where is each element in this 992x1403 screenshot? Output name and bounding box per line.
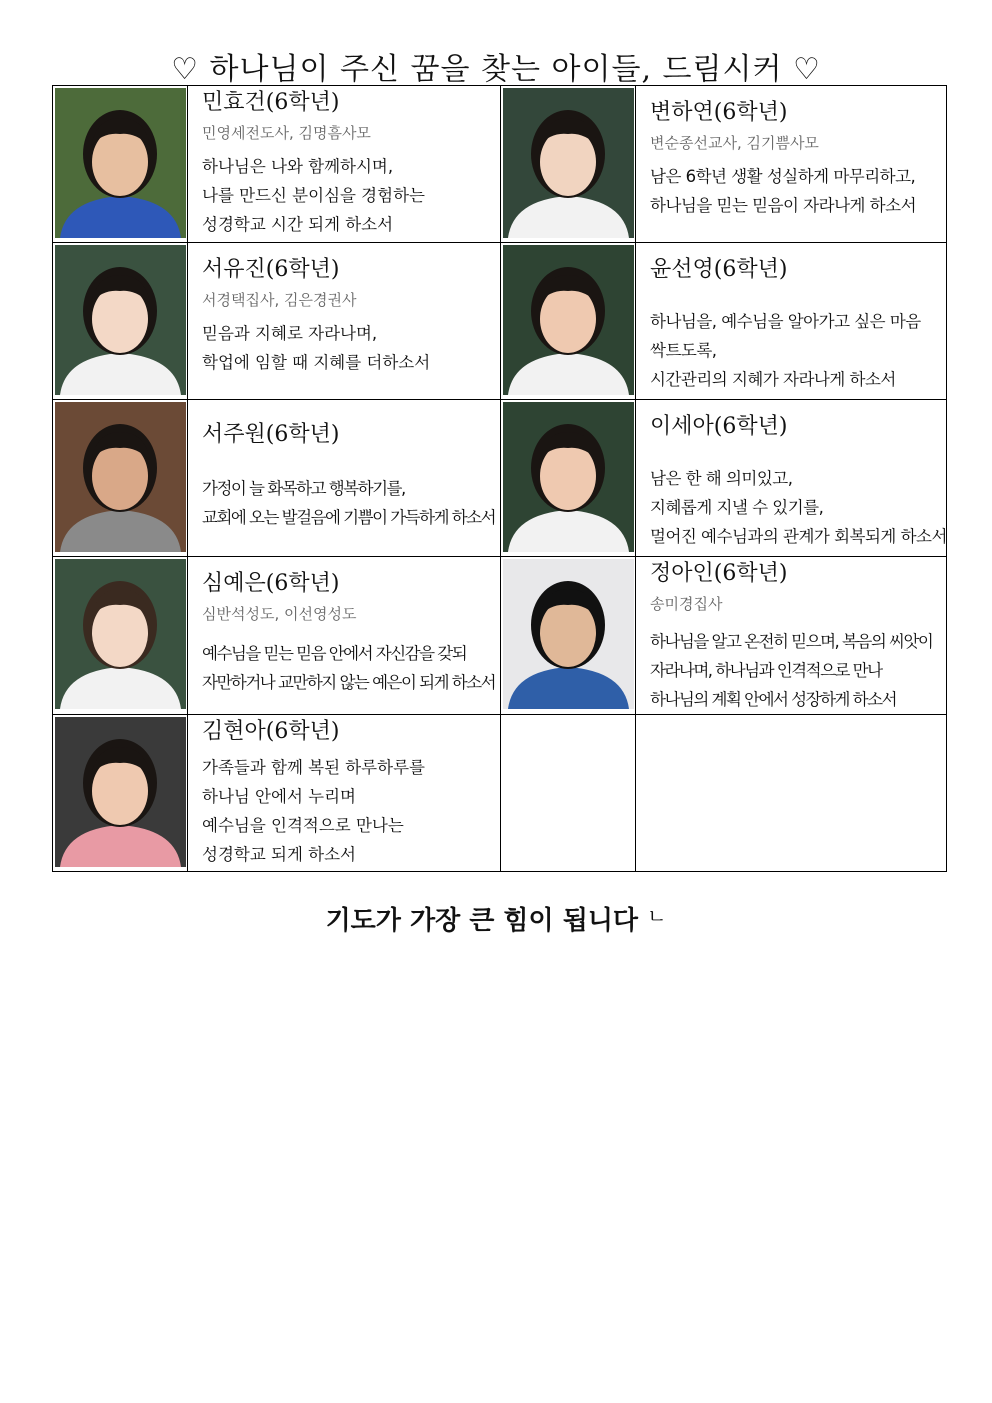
student-info-cell xyxy=(188,86,501,243)
student-info-cell xyxy=(636,243,947,400)
student-name: 변하연(6학년) xyxy=(650,100,788,125)
prayer-line: 하나님을 알고 온전히 믿으며, 복음의 씨앗이 xyxy=(650,632,933,651)
prayer-line: 시간관리의 지혜가 자라나게 하소서 xyxy=(650,370,896,389)
prayer-line: 남은 6학년 생활 성실하게 마무리하고, xyxy=(650,167,916,186)
student-photo-cell xyxy=(501,400,636,557)
empty-cell xyxy=(501,715,636,872)
portrait-graphic xyxy=(55,245,186,395)
prayer-line: 믿음과 지혜로 자라나며, xyxy=(202,324,378,343)
portrait-graphic xyxy=(55,402,186,552)
empty-cell xyxy=(636,715,947,872)
table-row xyxy=(53,243,947,400)
table-row xyxy=(53,715,947,872)
student-prayer xyxy=(202,639,494,697)
student-parents: 민영세전도사, 김명흠사모 xyxy=(202,124,371,142)
portrait-graphic xyxy=(503,245,634,395)
student-photo-cell xyxy=(53,715,188,872)
prayer-line: 하나님은 나와 함께하시며, xyxy=(202,157,394,176)
student-photo xyxy=(503,559,634,709)
student-prayer xyxy=(202,319,494,377)
student-name: 김현아(6학년) xyxy=(202,719,340,744)
student-photo xyxy=(55,717,186,867)
student-name: 민효건(6학년) xyxy=(202,90,340,115)
prayer-line: 학업에 임할 때 지혜를 더하소서 xyxy=(202,353,431,372)
prayer-line: 나를 만드신 분이심을 경험하는 xyxy=(202,186,425,205)
footer-text: 기도가 가장 큰 힘이 됩니다 xyxy=(325,906,639,936)
student-info-cell xyxy=(188,715,501,872)
prayer-line: 예수님을 믿는 믿음 안에서 자신감을 갖되 xyxy=(202,644,467,663)
portrait-graphic xyxy=(503,559,634,709)
portrait-graphic xyxy=(503,88,634,238)
student-photo xyxy=(55,559,186,709)
prayer-line: 예수님을 인격적으로 만나는 xyxy=(202,816,404,835)
student-parents: 심반석성도, 이선영성도 xyxy=(202,605,357,623)
student-photo-cell xyxy=(53,86,188,243)
portrait-graphic xyxy=(55,717,186,867)
prayer-line: 하나님의 계획 안에서 성장하게 하소서 xyxy=(650,690,897,709)
student-info-cell xyxy=(188,243,501,400)
prayer-line: 자만하거나 교만하지 않는 예은이 되게 하소서 xyxy=(202,673,496,692)
student-photo-cell xyxy=(501,557,636,715)
student-info-cell xyxy=(636,400,947,557)
student-parents: 변순종선교사, 김기쁨사모 xyxy=(650,134,819,152)
prayer-line: 남은 한 해 의미있고, xyxy=(650,469,793,488)
student-photo xyxy=(55,88,186,238)
student-info-cell xyxy=(636,86,947,243)
student-prayer xyxy=(650,307,940,394)
student-prayer xyxy=(202,152,494,239)
student-grid xyxy=(52,85,947,872)
footer-mark: ㄴ xyxy=(647,904,667,928)
student-photo-cell xyxy=(53,557,188,715)
student-name: 정아인(6학년) xyxy=(650,561,788,586)
student-photo-cell xyxy=(501,243,636,400)
student-photo xyxy=(503,88,634,238)
prayer-line: 성경학교 되게 하소서 xyxy=(202,845,356,864)
table-row xyxy=(53,400,947,557)
prayer-line: 지혜롭게 지낼 수 있기를, xyxy=(650,498,824,517)
student-photo-cell xyxy=(53,243,188,400)
student-prayer xyxy=(650,627,940,714)
prayer-line: 가정이 늘 화목하고 행복하기를, xyxy=(202,479,405,498)
student-info-cell xyxy=(636,557,947,715)
prayer-line: 가족들과 함께 복된 하루하루를 xyxy=(202,758,425,777)
portrait-graphic xyxy=(55,88,186,238)
prayer-line: 교회에 오는 발걸음에 기쁨이 가득하게 하소서 xyxy=(202,508,496,527)
table-row xyxy=(53,86,947,243)
student-photo xyxy=(503,245,634,395)
portrait-graphic xyxy=(503,402,634,552)
student-prayer xyxy=(650,464,947,551)
page-title: ♡ 하나님이 주신 꿈을 찾는 아이들, 드림시커 ♡ xyxy=(171,52,821,87)
student-name: 서유진(6학년) xyxy=(202,257,340,282)
student-photo xyxy=(55,245,186,395)
student-photo-cell xyxy=(501,86,636,243)
student-info-cell xyxy=(188,557,501,715)
student-parents: 송미경집사 xyxy=(650,595,723,613)
student-photo-cell xyxy=(53,400,188,557)
student-name: 이세아(6학년) xyxy=(650,414,788,439)
student-name: 서주원(6학년) xyxy=(202,422,340,447)
prayer-line: 멀어진 예수님과의 관계가 회복되게 하소서 xyxy=(650,527,947,546)
student-prayer xyxy=(202,753,494,869)
student-name: 심예은(6학년) xyxy=(202,571,340,596)
prayer-line: 자라나며, 하나님과 인격적으로 만나 xyxy=(650,661,882,680)
footer xyxy=(0,900,992,937)
prayer-line: 성경학교 시간 되게 하소서 xyxy=(202,215,394,234)
prayer-line: 싹트도록, xyxy=(650,341,717,360)
prayer-line: 하나님 안에서 누리며 xyxy=(202,787,356,806)
student-info-cell xyxy=(188,400,501,557)
prayer-line: 하나님을 믿는 믿음이 자라나게 하소서 xyxy=(650,196,917,215)
prayer-line: 하나님을, 예수님을 알아가고 싶은 마음 xyxy=(650,312,921,331)
student-name: 윤선영(6학년) xyxy=(650,257,788,282)
table-row xyxy=(53,557,947,715)
student-prayer xyxy=(202,474,494,532)
student-prayer xyxy=(650,162,940,220)
student-parents: 서경택집사, 김은경권사 xyxy=(202,291,357,309)
portrait-graphic xyxy=(55,559,186,709)
student-photo xyxy=(503,402,634,552)
student-photo xyxy=(55,402,186,552)
